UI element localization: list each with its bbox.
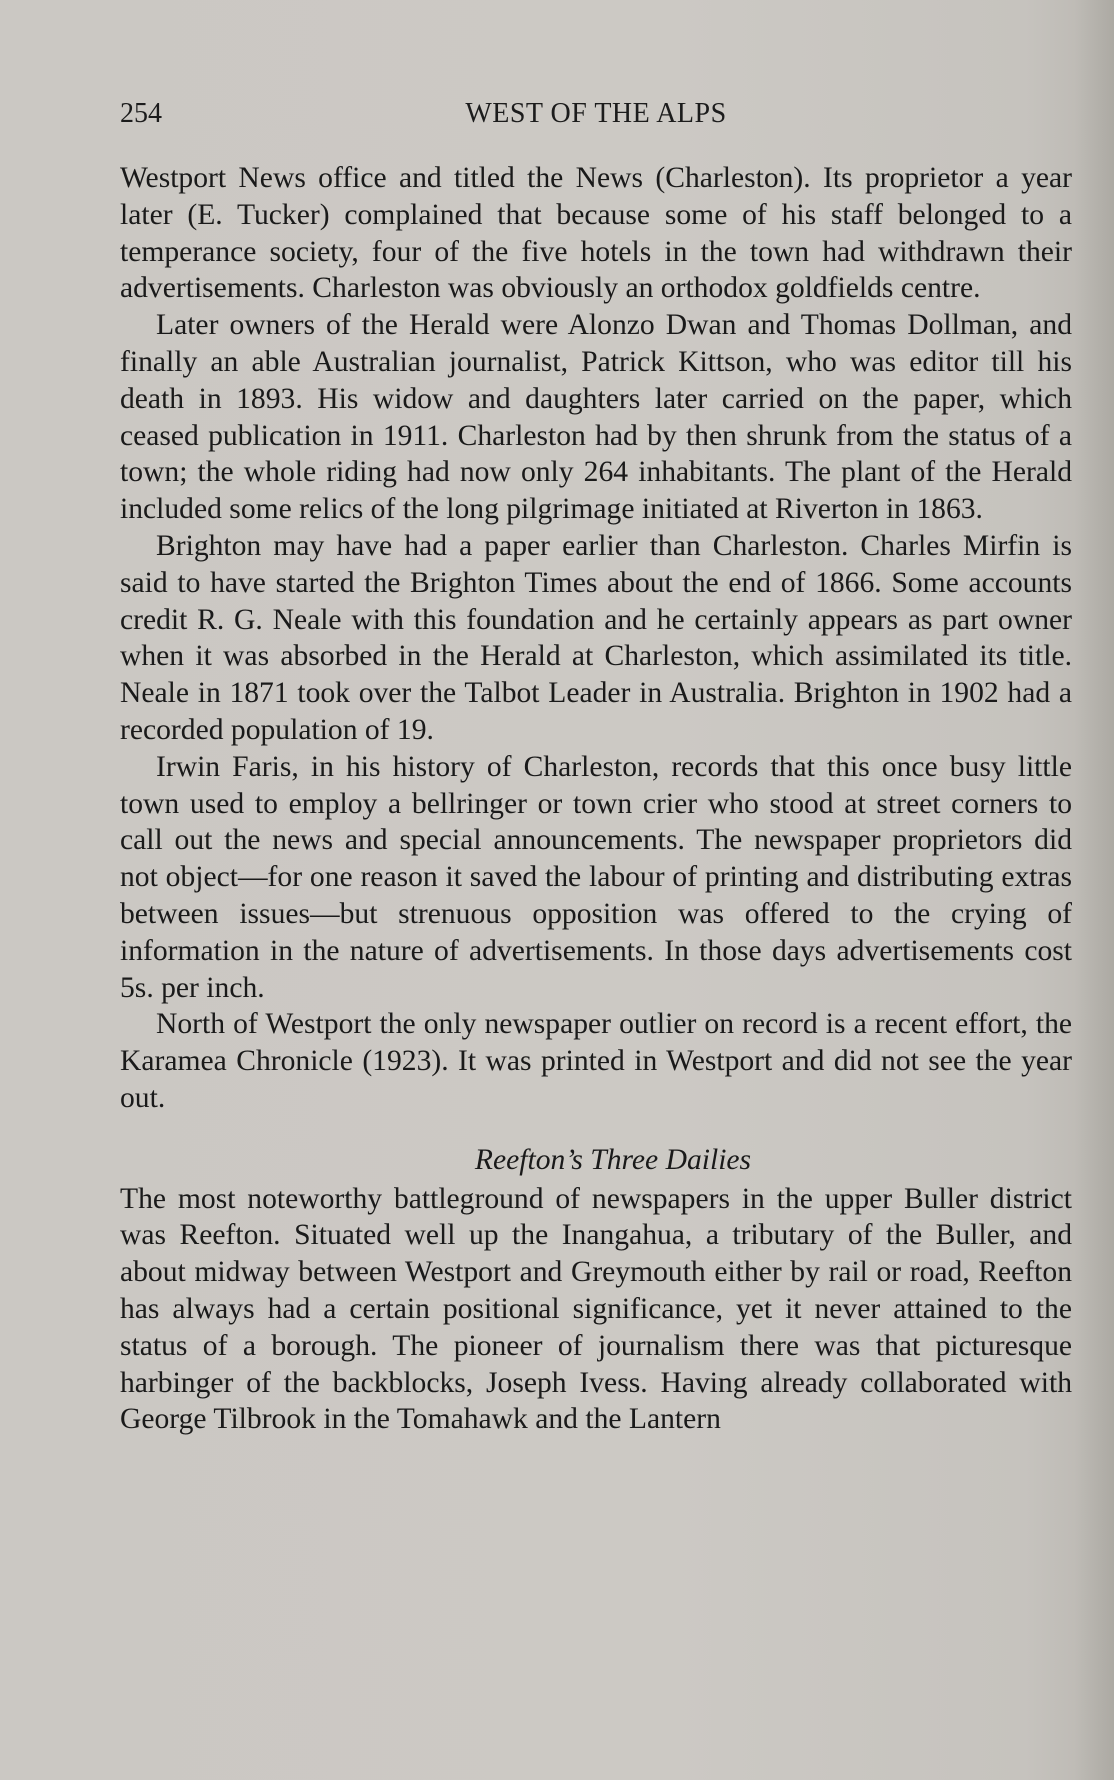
page-number: 254 <box>120 98 162 129</box>
paragraph-reefton: The most noteworthy battleground of newspapers in the upper Buller district was Reefton. Situated well up the Inangahua, a tributary of the Buller, and about midway between Westport and Greymouth either by rail or road, Reefton has always had a certain positional significance, yet it never attained to the status of a borough. The pioneer of journalism there was that picturesque harbinger of the backblocks, Joseph Ivess. Having already collaborated with George Tilbrook in the Tomahawk and the Lantern <box>120 1182 1072 1436</box>
running-title: WEST OF THE ALPS <box>465 98 727 129</box>
paragraph-brighton: Brighton may have had a paper earlier than Charleston. Charles Mirfin is said to have started the Brighton Times about the end of 1866. Some accounts credit R. G. Neale with this foundation and he certainly appears as part owner when it was absorbed in the Herald at Charleston, which assimilated its title. Neale in 1871 took over the Talbot Leader in Australia. Brighton in 1902 had a recorded population of 19. <box>120 529 1072 746</box>
paragraph-continuation: Westport News office and titled the News (Charleston). Its proprietor a year later (E. Tucker) complained that because some of his staff belonged to a temperance society, four of the five hotels in the town had withdrawn their advertisements. Charleston was obviously an orthodox goldfields centre. <box>120 162 1072 305</box>
page-header <box>120 98 1072 132</box>
body-text <box>120 160 1072 1438</box>
paragraph-town-crier: Irwin Faris, in his history of Charleston, records that this once busy little town used to employ a bellringer or town crier who stood at street corners to call out the news and special announcements. The newspaper proprietors did not object—for one reason it saved the labour of printing and distributing extras between issues—but strenuous opposition was offered to the crying of information in the nature of advertisements. In those days advertisements cost 5s. per inch. <box>120 750 1072 1004</box>
page-edge-shadow <box>1074 0 1114 1780</box>
paragraph-karamea: North of Westport the only newspaper outlier on record is a recent effort, the Karamea Chronicle (1923). It was printed in Westport and did not see the year out. <box>120 1008 1072 1114</box>
section-heading: Reefton’s Three Dailies <box>474 1143 752 1176</box>
paragraph-herald-owners: Later owners of the Herald were Alonzo Dwan and Thomas Dollman, and finally an able Australian journalist, Patrick Kittson, who was editor till his death in 1893. His widow and daughters later carried on the paper, which ceased publication in 1911. Charleston had by then shrunk from the status of a town; the whole riding had now only 264 inhabitants. The plant of the Herald included some relics of the long pilgrimage initiated at Riverton in 1863. <box>120 309 1072 526</box>
